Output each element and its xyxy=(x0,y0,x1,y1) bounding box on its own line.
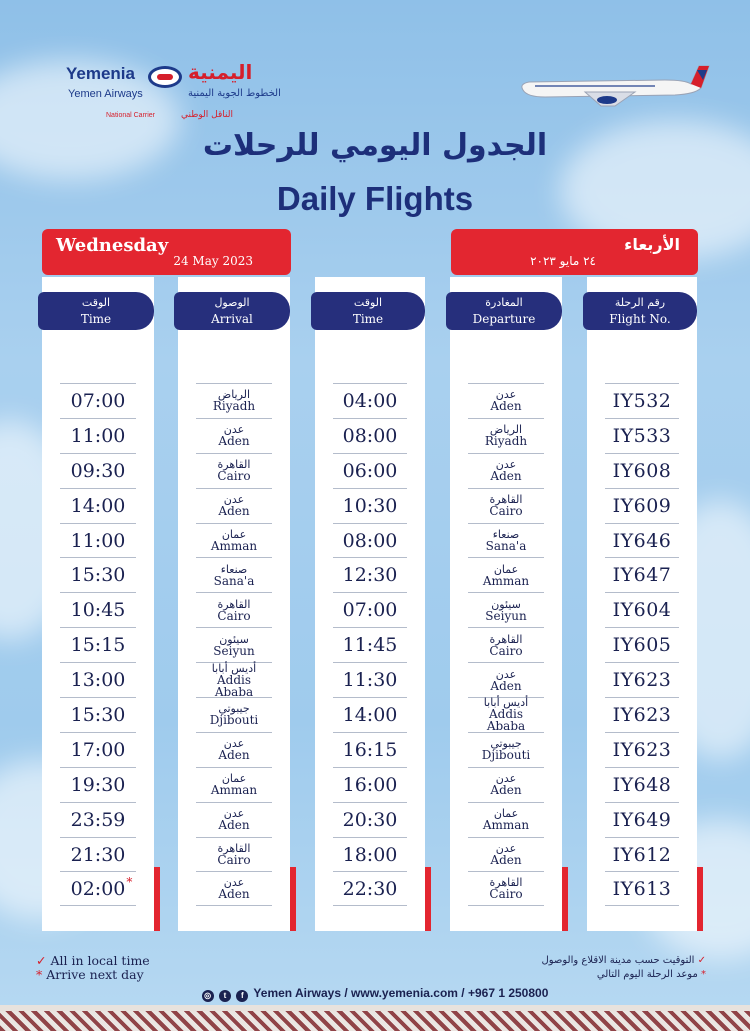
city-ar: القاهرة xyxy=(489,876,523,890)
table-row xyxy=(333,697,407,732)
arrival-time: 19:30 xyxy=(70,773,126,796)
city-ar: عدن xyxy=(223,807,245,821)
header-en: Departure xyxy=(472,312,536,326)
table-row xyxy=(196,871,272,906)
departure-time: 18:00 xyxy=(342,843,398,866)
table-row xyxy=(333,802,407,837)
arrival-city xyxy=(211,529,257,552)
table-row xyxy=(60,802,136,837)
arrival-time: 09:30 xyxy=(70,459,126,482)
departure-city xyxy=(468,697,544,732)
flight-number: IY623 xyxy=(612,669,672,692)
city-en: Aden xyxy=(218,818,250,833)
title-arabic: الجدول اليومي للرحلات xyxy=(202,128,548,163)
city-en: Aden xyxy=(490,678,522,693)
departure-time: 10:30 xyxy=(342,494,398,517)
flight-number: IY623 xyxy=(612,738,672,761)
table-row xyxy=(333,662,407,697)
header-en: Time xyxy=(352,312,384,326)
arrival-city xyxy=(218,877,249,900)
table-row xyxy=(468,871,544,906)
city-ar: عدن xyxy=(223,876,245,890)
table-row xyxy=(468,767,544,802)
arrival-time: 13:00 xyxy=(70,669,126,692)
table-row xyxy=(605,488,679,523)
table-row xyxy=(60,767,136,802)
flight-number: IY604 xyxy=(612,599,672,622)
table-row xyxy=(196,627,272,662)
table-row xyxy=(605,802,679,837)
city-ar: القاهرة xyxy=(217,597,251,611)
table-row xyxy=(605,627,679,662)
arrival-time: 15:30 xyxy=(70,703,126,726)
city-en: Riyadh xyxy=(212,399,256,414)
city-ar: عدن xyxy=(495,458,517,472)
table-row xyxy=(468,837,544,872)
city-en: Djibouti xyxy=(209,713,259,728)
flight-number: IY623 xyxy=(612,703,672,726)
column-header xyxy=(174,292,290,330)
table-row xyxy=(196,802,272,837)
table-row xyxy=(196,592,272,627)
table-row xyxy=(605,592,679,627)
city-en: Aden xyxy=(490,853,522,868)
table-row xyxy=(60,523,136,558)
table-row xyxy=(333,767,407,802)
table-row xyxy=(196,418,272,453)
arrival-city xyxy=(211,773,257,796)
city-en: Aden xyxy=(490,783,522,798)
table-row xyxy=(60,453,136,488)
city-en: Aden xyxy=(490,399,522,414)
departure-city xyxy=(489,634,522,657)
city-en: Addis Ababa xyxy=(486,707,526,734)
city-ar: أديس أبابا xyxy=(483,696,529,710)
city-ar: عدن xyxy=(495,772,517,786)
city-en: Amman xyxy=(210,783,258,798)
city-en: Riyadh xyxy=(484,434,528,449)
city-en: Cairo xyxy=(489,643,523,658)
city-en: Djibouti xyxy=(481,748,531,763)
instagram-icon: ◎ xyxy=(202,990,214,1002)
arrival-time: 10:45 xyxy=(70,599,126,622)
flight-number: IY608 xyxy=(612,459,672,482)
table-row xyxy=(60,557,136,592)
date-en: 24 May 2023 xyxy=(173,254,253,268)
table-row xyxy=(333,557,407,592)
departure-city xyxy=(490,459,521,482)
header-en: Time xyxy=(80,312,112,326)
city-en: Cairo xyxy=(217,608,251,623)
arrival-city xyxy=(217,599,250,622)
departure-city xyxy=(490,389,521,412)
city-ar: سيئون xyxy=(219,632,249,646)
departure-city xyxy=(483,564,529,587)
city-en: Cairo xyxy=(217,469,251,484)
city-ar: صنعاء xyxy=(220,562,248,576)
city-en: Amman xyxy=(210,539,258,553)
column-arrival-time xyxy=(42,277,154,931)
table-row xyxy=(60,383,136,418)
arrival-time: 17:00 xyxy=(70,738,126,761)
arrival-city xyxy=(213,634,254,657)
table-row xyxy=(60,697,136,732)
table-row xyxy=(196,383,272,418)
table-row xyxy=(333,383,407,418)
departure-time: 11:30 xyxy=(342,669,398,692)
table-row xyxy=(333,453,407,488)
table-row xyxy=(605,383,679,418)
arrival-time: 23:59 xyxy=(70,808,126,831)
departure-time: 07:00 xyxy=(342,599,398,622)
table-row xyxy=(333,523,407,558)
table-row xyxy=(60,871,136,906)
city-en: Amman xyxy=(482,818,530,833)
departure-city xyxy=(485,424,527,447)
departure-city xyxy=(486,529,527,552)
next-day-marker: * xyxy=(126,874,133,889)
city-ar: أديس أبابا xyxy=(211,661,257,675)
departure-city xyxy=(490,669,521,692)
arrival-time: 21:30 xyxy=(70,843,126,866)
departure-time: 11:45 xyxy=(342,634,398,657)
city-ar: عدن xyxy=(495,388,517,402)
table-row xyxy=(196,837,272,872)
city-ar: عدن xyxy=(495,842,517,856)
flight-number: IY605 xyxy=(612,634,672,657)
table-row xyxy=(605,837,679,872)
decorative-border xyxy=(0,1005,750,1031)
title-english: Daily Flights xyxy=(276,180,474,217)
city-ar: القاهرة xyxy=(489,632,523,646)
flight-number: IY612 xyxy=(612,843,672,866)
departure-time: 12:30 xyxy=(342,564,398,587)
table-row xyxy=(60,732,136,767)
departure-time: 16:15 xyxy=(342,738,398,761)
arrival-city xyxy=(218,424,249,447)
table-row xyxy=(468,488,544,523)
city-ar: الرياض xyxy=(489,423,523,437)
table-row xyxy=(60,592,136,627)
table-row xyxy=(605,418,679,453)
notes-en: ✓ All in local time * Arrive next day xyxy=(36,953,150,982)
yemenia-logo xyxy=(66,62,281,132)
table-row xyxy=(468,418,544,453)
city-en: Aden xyxy=(218,434,250,449)
column-header xyxy=(311,292,425,330)
city-ar: القاهرة xyxy=(489,493,523,507)
flight-number: IY649 xyxy=(612,808,672,831)
table-row xyxy=(333,871,407,906)
date-ar: ٢٤ مايو ٢٠٢٣ xyxy=(530,254,596,268)
city-ar: القاهرة xyxy=(217,842,251,856)
flight-number: IY646 xyxy=(612,529,672,552)
table-row xyxy=(605,523,679,558)
table-row xyxy=(468,557,544,592)
city-en: Sana'a xyxy=(213,573,255,588)
table-row xyxy=(196,732,272,767)
city-en: Seiyun xyxy=(213,643,255,658)
arrival-city xyxy=(217,843,250,866)
note-local-time: All in local time xyxy=(50,953,150,968)
departure-time: 08:00 xyxy=(342,424,398,447)
table-row xyxy=(605,453,679,488)
table-row xyxy=(605,662,679,697)
table-row xyxy=(196,557,272,592)
departure-time: 06:00 xyxy=(342,459,398,482)
column-departure-time xyxy=(315,277,425,931)
arrival-city xyxy=(210,703,258,726)
departure-city xyxy=(482,738,530,761)
flight-number: IY532 xyxy=(612,389,672,412)
day-en: Wednesday xyxy=(56,235,169,256)
city-ar: عدن xyxy=(223,493,245,507)
table-row xyxy=(196,453,272,488)
table-row xyxy=(333,837,407,872)
arrival-time: 11:00 xyxy=(70,529,126,552)
brand-name-ar: اليمنية xyxy=(188,60,253,84)
column-header xyxy=(583,292,697,330)
header-ar: رقم الرحلة xyxy=(614,296,666,309)
city-en: Aden xyxy=(490,469,522,484)
table-row xyxy=(468,732,544,767)
city-ar: عدن xyxy=(223,737,245,751)
notes-ar: ✓ التوقيت حسب مدينة الاقلاع والوصول * موعد الرحلة اليوم التالي xyxy=(541,955,706,980)
flight-number: IY609 xyxy=(612,494,672,517)
brand-sub-en: Yemen Airways xyxy=(68,88,143,100)
table-row xyxy=(468,592,544,627)
header-ar: الوصول xyxy=(214,296,250,309)
flight-number: IY647 xyxy=(612,564,672,587)
header-en: Arrival xyxy=(211,312,253,326)
departure-city xyxy=(489,494,522,517)
contact-text: Yemen Airways / www.yemenia.com / +967 1 250800 xyxy=(253,986,549,1000)
arrival-time: 15:15 xyxy=(70,634,126,657)
brand-name-en: Yemenia xyxy=(66,64,135,83)
header-ar: المغادرة xyxy=(485,296,523,309)
city-en: Aden xyxy=(218,887,250,902)
city-en: Cairo xyxy=(489,504,523,519)
table-row xyxy=(605,732,679,767)
table-row xyxy=(333,418,407,453)
column-header xyxy=(38,292,154,330)
city-ar: عمان xyxy=(221,772,247,786)
departure-time: 22:30 xyxy=(342,877,398,900)
table-row xyxy=(60,418,136,453)
arrival-city xyxy=(218,494,249,517)
arrival-time: 14:00 xyxy=(70,494,126,517)
departure-time: 08:00 xyxy=(342,529,398,552)
note-next-day: Arrive next day xyxy=(46,967,144,982)
table-row xyxy=(196,697,272,732)
arrival-city xyxy=(214,564,255,587)
city-ar: عمان xyxy=(493,562,519,576)
table-row xyxy=(196,523,272,558)
city-ar: عدن xyxy=(495,667,517,681)
airplane-icon xyxy=(515,62,710,112)
table-row xyxy=(196,488,272,523)
next-day-star: * xyxy=(36,967,43,982)
arrival-city xyxy=(218,738,249,761)
column-header xyxy=(446,292,562,330)
departure-city xyxy=(490,843,521,866)
header-en: Flight No. xyxy=(609,312,671,326)
arrival-time: 02:00 * xyxy=(70,874,133,900)
city-ar: سيئون xyxy=(491,597,521,611)
table-row xyxy=(468,383,544,418)
arrival-city xyxy=(213,389,255,412)
city-ar: عدن xyxy=(223,423,245,437)
table-row xyxy=(333,732,407,767)
column-arrival xyxy=(178,277,290,931)
arrival-city xyxy=(196,663,272,698)
table-row xyxy=(468,523,544,558)
twitter-icon: t xyxy=(219,990,231,1002)
flight-number: IY613 xyxy=(612,877,672,900)
arrival-city xyxy=(217,459,250,482)
table-row xyxy=(196,767,272,802)
departure-time: 20:30 xyxy=(342,808,398,831)
city-en: Aden xyxy=(218,748,250,763)
note-ar-next-day: موعد الرحلة اليوم التالي xyxy=(596,969,698,980)
city-ar: جيبوتي xyxy=(218,702,250,716)
table-row xyxy=(60,488,136,523)
brand-sub-ar: الخطوط الجوية اليمنية xyxy=(188,88,281,99)
city-ar: جيبوتي xyxy=(490,737,522,751)
arrival-time: 07:00 xyxy=(70,389,126,412)
header-ar: الوقت xyxy=(81,296,111,309)
departure-city xyxy=(490,773,521,796)
facebook-icon: f xyxy=(236,990,248,1002)
city-en: Sana'a xyxy=(485,539,527,553)
city-en: Seiyun xyxy=(485,608,527,623)
departure-time: 16:00 xyxy=(342,773,398,796)
city-ar: القاهرة xyxy=(217,458,251,472)
column-departure xyxy=(450,277,562,931)
arrival-time: 15:30 xyxy=(70,564,126,587)
table-row xyxy=(468,453,544,488)
table-row xyxy=(333,627,407,662)
city-ar: عمان xyxy=(493,807,519,821)
bird-emblem-icon xyxy=(148,66,182,88)
table-row xyxy=(468,802,544,837)
table-row xyxy=(196,662,272,697)
table-row xyxy=(468,627,544,662)
table-row xyxy=(60,627,136,662)
date-bar-ar xyxy=(451,229,698,275)
header-ar: الوقت xyxy=(353,296,383,309)
table-row xyxy=(468,697,544,732)
city-en: Amman xyxy=(482,573,530,588)
city-en: Aden xyxy=(218,504,250,519)
departure-time: 04:00 xyxy=(342,389,398,412)
city-ar: الرياض xyxy=(217,388,251,402)
city-ar: عمان xyxy=(221,528,247,541)
table-row xyxy=(605,557,679,592)
city-ar: صنعاء xyxy=(492,528,520,541)
flight-number: IY533 xyxy=(612,424,672,447)
note-ar-local-time: التوقيت حسب مدينة الاقلاع والوصول xyxy=(541,955,695,966)
city-en: Addis Ababa xyxy=(214,672,254,699)
table-row xyxy=(60,662,136,697)
flight-number: IY648 xyxy=(612,773,672,796)
national-carrier-ar: الناقل الوطني xyxy=(181,110,233,120)
departure-time: 14:00 xyxy=(342,703,398,726)
national-carrier-en: National Carrier xyxy=(106,112,156,119)
city-en: Cairo xyxy=(489,887,523,902)
table-row xyxy=(468,662,544,697)
table-row xyxy=(605,871,679,906)
column-flight-no xyxy=(587,277,697,931)
table-row xyxy=(60,837,136,872)
arrival-time: 11:00 xyxy=(70,424,126,447)
departure-city xyxy=(483,808,529,831)
city-en: Cairo xyxy=(217,853,251,868)
table-row xyxy=(333,592,407,627)
departure-city xyxy=(489,877,522,900)
contact-line xyxy=(0,986,750,1002)
table-row xyxy=(333,488,407,523)
table-row xyxy=(605,697,679,732)
date-bar-en xyxy=(42,229,291,275)
table-row xyxy=(605,767,679,802)
departure-city xyxy=(485,599,526,622)
day-ar: الأربعاء xyxy=(624,235,680,254)
arrival-city xyxy=(218,808,249,831)
